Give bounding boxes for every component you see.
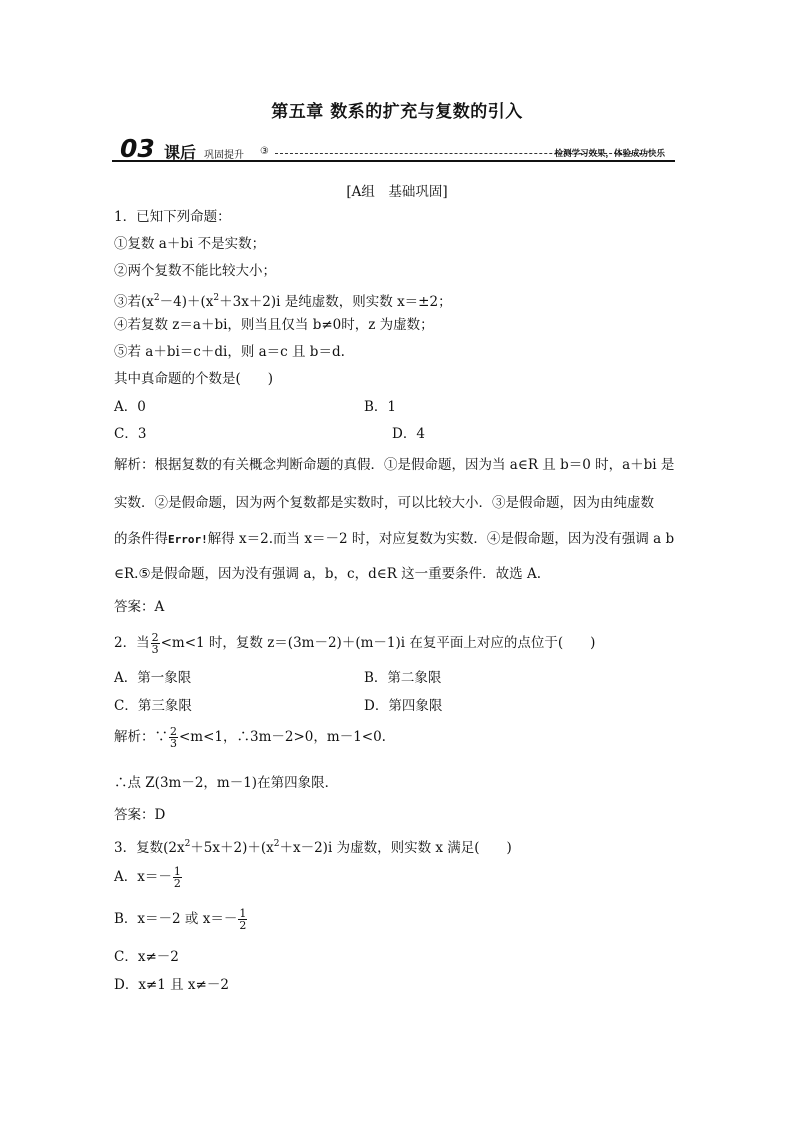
q1-option-d: D．4: [392, 426, 425, 442]
banner-subtitle: 巩固提升: [204, 150, 244, 161]
q3-stem-part: ＋5x＋2)＋(x: [190, 840, 274, 856]
q2-fraction: [151, 632, 160, 655]
q3-option-a: [114, 864, 183, 890]
q3-option-a-text: A．x＝－: [114, 869, 172, 885]
q1-analysis-3-part: 解得 x＝2.而当 x＝－2 时，对应复数为实数．④是假命题，因为没有强调 a b: [207, 531, 675, 547]
q3-stem: [114, 836, 512, 856]
q3-option-b-text: B．x＝－2 或 x＝－: [114, 911, 238, 927]
q1-proposition-3: [114, 290, 452, 310]
banner-slogan: 检测学习效果，体验成功快乐: [554, 149, 665, 159]
q3-option-b: [114, 906, 248, 932]
q2-stem: [114, 630, 595, 656]
banner-tag: 课后: [164, 143, 197, 162]
q1-analysis-4: ∈R.⑤是假命题，因为没有强调 a，b，c，d∈R 这一重要条件．故选 A.: [114, 566, 542, 582]
q2-option-b: B．第二象限: [364, 670, 442, 686]
q3-option-a-fraction: [173, 866, 182, 889]
q1-option-a: A．0: [114, 399, 146, 415]
banner-circle-icon: ③: [260, 146, 269, 157]
q2-frac-den: 3: [170, 737, 177, 750]
q3-frac-den: 2: [173, 877, 181, 890]
q1-proposition-5: ⑤若 a＋bi＝c＋di，则 a＝c 且 b＝d.: [114, 344, 345, 360]
group-label: [A组 基础巩固]: [346, 184, 448, 200]
q1-analysis-1: 解析：根据复数的有关概念判断命题的真假．①是假命题，因为当 a∈R 且 b＝0 时，a＋bi 是: [114, 457, 675, 473]
q1-option-c: C．3: [114, 426, 147, 442]
q2-answer: 答案：D: [114, 807, 166, 823]
q2-analysis-2: ∴点 Z(3m－2，m－1)在第四象限．: [114, 775, 339, 791]
q3-option-c: C．x≠－2: [114, 949, 179, 965]
q1-stem: 1．已知下列命题：: [114, 209, 231, 225]
q2-option-a: A．第一象限: [114, 670, 192, 686]
q2-frac-num: 2: [170, 725, 177, 738]
q1-p3-part: －4)＋(x: [159, 294, 214, 310]
q1-p3-sup: 2: [213, 293, 220, 303]
q3-frac-num: 1: [173, 865, 181, 878]
q1-p3-sup: 2: [153, 293, 160, 303]
q2-frac-num: 2: [151, 631, 159, 644]
q1-ask: 其中真命题的个数是( ): [114, 371, 274, 387]
q1-answer: 答案：A: [114, 599, 165, 615]
q2-analysis-fraction: [169, 726, 178, 749]
q3-option-b-fraction: [238, 908, 247, 931]
q3-stem-sup: 2: [273, 839, 280, 849]
q1-proposition-4: ④若复数 z＝a＋bi，则当且仅当 b≠0时，z 为虚数；: [114, 317, 434, 333]
q3-frac-den: 2: [239, 919, 247, 932]
q1-analysis-2: 实数．②是假命题，因为两个复数都是实数时，可以比较大小．③是假命题，因为由纯虚数: [114, 495, 654, 511]
q3-stem-sup: 2: [184, 839, 191, 849]
q1-p3-part: ＋3x＋2)i 是纯虚数，则实数 x＝±2；: [219, 294, 452, 310]
q2-stem-part: <m<1 时，复数 z＝(3m－2)＋(m－1)i 在复平面上对应的点位于( ): [160, 635, 596, 651]
q2-analysis-part: <m<1，∴3m－2>0，m－1<0.: [179, 729, 386, 745]
banner-rule: [112, 160, 675, 162]
q3-stem-part: ＋x－2)i 为虚数，则实数 x 满足( ): [279, 840, 512, 856]
chapter-title: 第五章 数系的扩充与复数的引入: [271, 102, 523, 122]
q2-option-d: D．第四象限: [364, 698, 443, 714]
q2-frac-den: 3: [151, 643, 159, 656]
q1-analysis-3: [114, 531, 674, 548]
section-banner: [112, 136, 675, 164]
q1-proposition-2: ②两个复数不能比较大小；: [114, 263, 276, 279]
q1-analysis-3-part: 的条件得: [114, 531, 168, 547]
q3-stem-part: 3．复数(2x: [114, 840, 185, 856]
q2-stem-part: 2．当: [114, 635, 150, 651]
q1-error-text: Error!: [168, 533, 208, 546]
q2-analysis-1: [114, 724, 386, 750]
q1-proposition-1: ①复数 a＋bi 不是实数；: [114, 236, 266, 252]
q2-analysis-part: 解析：∵: [114, 729, 168, 745]
q2-option-c: C．第三象限: [114, 698, 192, 714]
q1-p3-part: ③若(x: [114, 294, 154, 310]
q3-option-d: D．x≠1 且 x≠－2: [114, 977, 229, 993]
q3-frac-num: 1: [239, 907, 247, 920]
q1-option-b: B．1: [364, 399, 397, 415]
banner-number: 03: [120, 134, 155, 163]
